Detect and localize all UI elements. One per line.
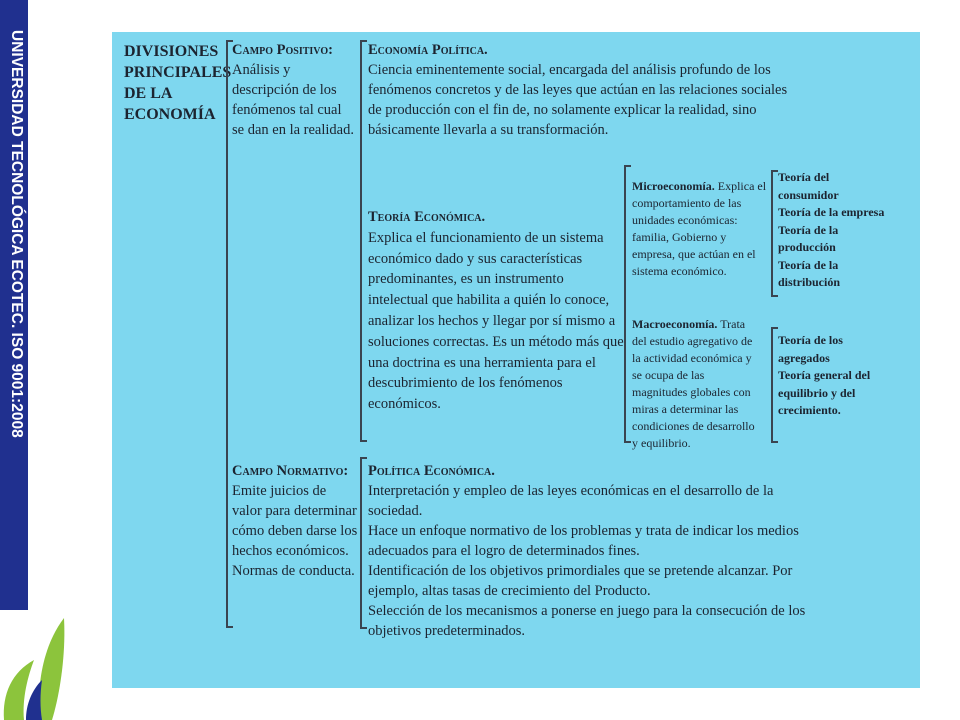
university-logo-icon bbox=[0, 614, 66, 720]
micro-theory-item: Teoría de la distribución bbox=[778, 257, 841, 289]
economy-divisions-diagram bbox=[112, 32, 920, 688]
brace-normative bbox=[360, 457, 367, 629]
teoria-economica-heading: Teoría Económica. bbox=[368, 209, 486, 225]
campo-positivo-block bbox=[232, 40, 356, 140]
politica-economica-line: Selección de los mecanismos a ponerse en juego para la consecución de los objetivos predeterminados. bbox=[368, 603, 806, 639]
title-line: PRINCIPALES bbox=[124, 64, 232, 81]
macroeconomia-text: Trata del estudio agregativo de la actividad económica y se ocupa de las magnitudes globales con miras a determinar las condiciones de desarrollo y equilibrio. bbox=[632, 317, 755, 450]
economia-politica-text: Ciencia eminentemente social, encargada del análisis profundo de los fenómenos concretos y de las leyes que actúan en las relaciones sociales de producción con el fin de, no solamente explicar la realidad, sino básicamente llevarla a su transformación. bbox=[368, 62, 788, 138]
micro-theory-item: Teoría de la producción bbox=[778, 222, 839, 254]
campo-positivo-text: Análisis y descripción de los fenómenos tal cual se dan en la realidad. bbox=[232, 62, 354, 138]
microeconomia-text: Explica el comportamiento de las unidades económicas: familia, Gobierno y empresa, que actúan en el sistema económico. bbox=[632, 179, 767, 278]
micro-theories-list bbox=[778, 169, 890, 292]
brace-macro bbox=[771, 327, 778, 443]
sidebar-banner bbox=[0, 0, 28, 610]
macro-theories-list bbox=[778, 332, 882, 420]
politica-economica-line: Identificación de los objetivos primordiales que se pretende alcanzar. Por ejemplo, altas tasas de crecimiento del Producto. bbox=[368, 563, 793, 599]
economia-politica-heading: Economía Política. bbox=[368, 42, 488, 58]
title-line: DE LA bbox=[124, 85, 173, 102]
title-line: DIVISIONES bbox=[124, 43, 219, 60]
macroeconomia-heading: Macroeconomía. bbox=[632, 317, 718, 331]
sidebar-university-text: UNIVERSIDAD TECNOLÓGICA ECOTEC. ISO 9001:2008 bbox=[8, 30, 25, 438]
macroeconomia-block bbox=[632, 316, 762, 452]
brace-theory bbox=[624, 165, 631, 443]
campo-normativo-block bbox=[232, 461, 358, 581]
macro-theory-item: Teoría de los agregados bbox=[778, 333, 843, 365]
campo-normativo-text: Emite juicios de valor para determinar cómo deben darse los hechos económicos. Normas de conducta. bbox=[232, 483, 358, 579]
diagram-title bbox=[124, 41, 232, 125]
micro-theory-item: Teoría del consumidor bbox=[778, 170, 839, 202]
economia-politica-block bbox=[368, 40, 804, 140]
campo-positivo-heading: Campo Positivo: bbox=[232, 42, 333, 58]
macro-theory-item: Teoría general del equilibrio y del crecimiento. bbox=[778, 368, 871, 417]
microeconomia-heading: Microeconomía. bbox=[632, 179, 715, 193]
teoria-economica-block bbox=[368, 207, 624, 415]
microeconomia-block bbox=[632, 178, 768, 280]
micro-theory-item: Teoría de la empresa bbox=[778, 205, 885, 219]
teoria-economica-text: Explica el funcionamiento de un sistema económico dado y sus características predominantes, es un instrumento intelectual que habilita a quién lo conoce, analizar los hechos y llegar por sí mismo a soluciones correctas. Es un método más que una doctrina es una herramienta para el descubrimiento de los fenómenos económicos. bbox=[368, 229, 624, 413]
brace-positive bbox=[360, 40, 367, 442]
brace-micro bbox=[771, 170, 778, 297]
politica-economica-line: Hace un enfoque normativo de los problemas y trata de indicar los medios adecuados para el logro de determinados fines. bbox=[368, 523, 799, 559]
politica-economica-line: Interpretación y empleo de las leyes económicas en el desarrollo de la sociedad. bbox=[368, 483, 774, 519]
campo-normativo-heading: Campo Normativo: bbox=[232, 463, 349, 479]
politica-economica-block bbox=[368, 461, 808, 641]
title-line: ECONOMÍA bbox=[124, 106, 216, 123]
politica-economica-heading: Política Económica. bbox=[368, 463, 495, 479]
